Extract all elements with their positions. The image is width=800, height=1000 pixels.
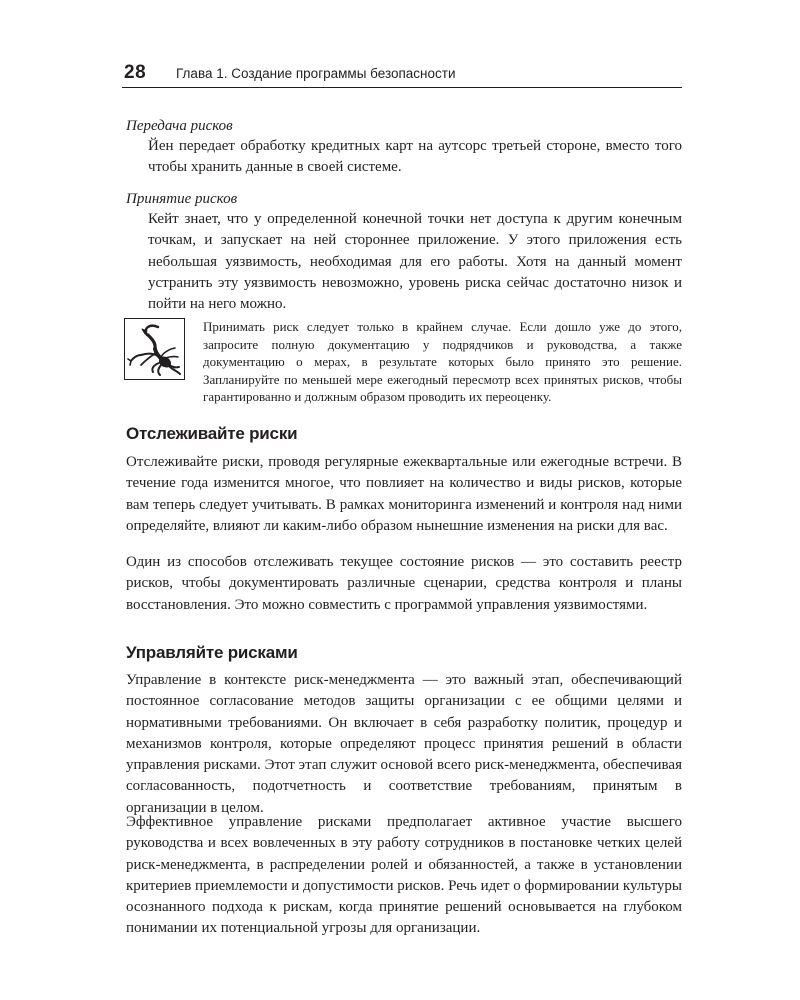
paragraph: Управление в контексте риск-менеджмента — это важный этап, обеспечивающий постоянное согласование методов защиты организации с ее общими целями и нормативными требованиями. Он включает в себя разработку политик, процедур и механизмов контроля, которые определяют процесс принятия решений в области управления рисками. Этот этап служит основой всего риск-менеджмента, обеспечивая согласованность, подотчетность и соответствие требованиям, принятым в организации в целом. xyxy=(126,672,682,816)
running-header xyxy=(122,60,682,88)
paragraph: Эффективное управление рисками предполагает активное участие высшего руководства и всех вовлеченных в эту работу сотрудников в постановке четких целей риск-менеджмента, в распределении ролей и обязанностей, а также в установлении критериев приемлемости и допустимости рисков. Речь идет о формировании культуры осознанного подхода к рискам, когда принятие решений основывается на глубоком понимании их потенциальной угрозы для организации. xyxy=(126,814,683,937)
page-number: 28 xyxy=(124,62,147,83)
definition-term-transfer: Передача рисков xyxy=(126,118,233,134)
section-heading-manage-risks: Управляйте рисками xyxy=(126,643,298,662)
warning-note-text: Принимать риск следует только в крайнем случае. Если дошло уже до этого, запросите полную документацию у подрядчиков и руководства, а также документацию о мерах, в результате которых было принято это решение. Запланируйте по меньшей мере ежегодный пересмотр всех принятых рисков, чтобы гарантированно и должным образом проводить их переоценку. xyxy=(203,319,682,405)
definition-text-accept: Кейт знает, что у определенной конечной точки нет доступа к другим конечным точкам, и запускает на ней стороннее приложение. У этого приложения есть небольшая уязвимость, необходимая для его работы. Хотя на данный момент устранить эту уязвимость невозможно, уровень риска сейчас достаточно низок и пойти на него можно. xyxy=(148,211,682,313)
section-heading-track-risks: Отслеживайте риски xyxy=(126,424,298,443)
definition-text-transfer: Йен передает обработку кредитных карт на аутсорс третьей стороне, вместо того чтобы хранить данные в своей системе. xyxy=(148,138,682,176)
scorpion-icon xyxy=(124,318,185,380)
header-rule xyxy=(122,87,682,88)
paragraph: Один из способов отслеживать текущее состояние рисков — это составить реестр рисков, чтобы документировать различные сценарии, средства контроля и планы восстановления. Это можно совместить с программой управления уязвимостями. xyxy=(126,554,682,613)
chapter-title: Глава 1. Создание программы безопасности xyxy=(176,66,456,81)
paragraph: Отслеживайте риски, проводя регулярные ежеквартальные или ежегодные встречи. В течение года изменится многое, что повлияет на количество и виды рисков, которые вам теперь следует учитывать. В рамках мониторинга изменений и контроля над ними определяйте, влияют ли каким-либо образом нынешние изменения на риски для вас. xyxy=(126,454,682,534)
definition-term-accept: Принятие рисков xyxy=(126,191,238,207)
